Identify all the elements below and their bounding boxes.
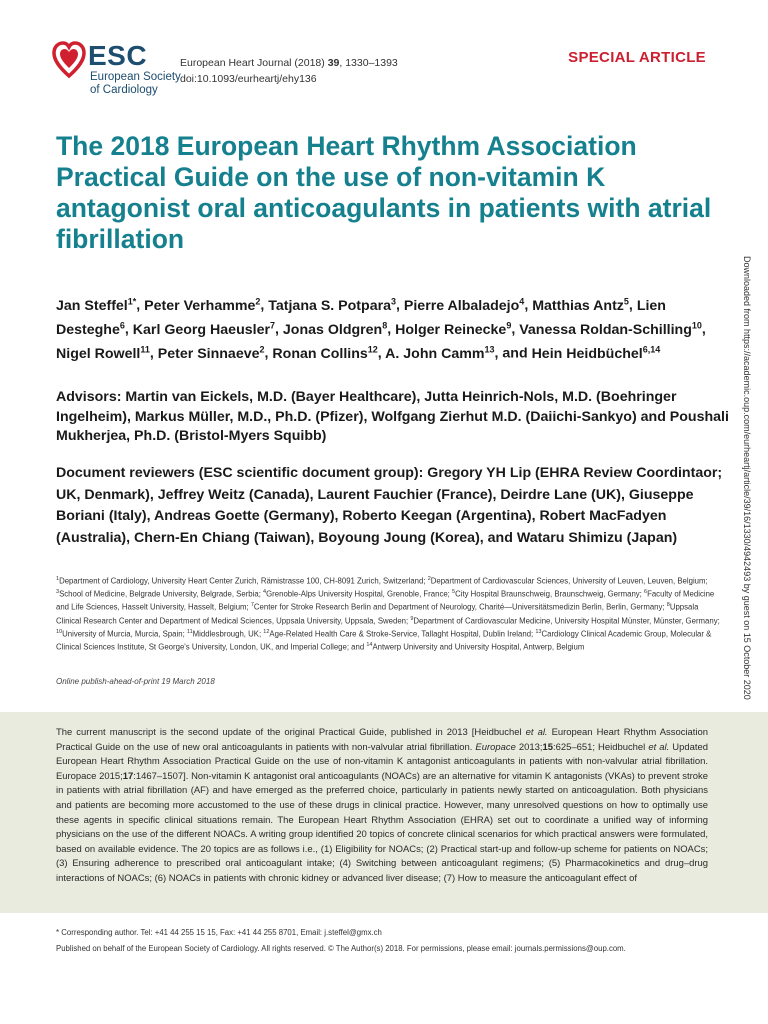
download-watermark: Downloaded from https://academic.oup.com/eurheartj/article/39/16/1330/4942493 by guest on 15 October 2020: [742, 256, 752, 700]
journal-volume: 39: [327, 57, 340, 69]
esc-logo: [52, 40, 181, 96]
author-name: Tatjana S. Potpara$^3$: [268, 296, 397, 314]
author-affiliation-number: 4: [519, 296, 525, 306]
abstract-etal: et al.: [525, 727, 548, 738]
author-affiliation-number: 9: [506, 320, 512, 331]
affiliation-text: University of Murcia, Murcia, Spain;: [62, 629, 187, 639]
affiliation-text: Middlesbrough, UK;: [192, 629, 264, 639]
author-name: Vanessa Roldan-Schilling$^{10}$: [519, 320, 702, 338]
author-affiliation-number: 6: [119, 320, 125, 331]
affiliation-number: 5: [452, 589, 456, 596]
article-type-label: SPECIAL ARTICLE: [568, 49, 706, 66]
advisors-list: Advisors: Martin van Eickels, M.D. (Bayer Healthcare), Jutta Heinrich-Nols, M.D. (Boehringer Ingelheim), Markus Müller, M.D., Ph.D. (Pfizer), Wolfgang Zierhut M.D. (Daiichi-Sankyo) and Poushali Mukherjea, Ph.D. (Bristol-Myers Squibb): [56, 389, 729, 444]
corresponding-author-text: Corresponding author. Tel: +41 44 255 15 15, Fax: +41 44 255 8701, Email: j.steffel@gmx.ch: [61, 928, 382, 937]
journal-doi: doi:10.1093/eurheartj/ehy136: [180, 73, 317, 85]
abstract-seg: The current manuscript is the second update of the original Practical Guide, published in 2013 [Heidbuchel: [56, 727, 526, 738]
affiliation-text: Cardiology Clinical Academic Group, Molecular & Clinical Sciences Institute, St George's University, London, UK, and Imperial College; and: [56, 629, 712, 652]
author-affiliation-number: 7: [269, 320, 275, 331]
journal-name: European Heart Journal (2018): [180, 57, 325, 69]
journal-reference: [180, 55, 398, 71]
affiliation-text: City Hospital Braunschweig, Braunschweig, Germany;: [455, 589, 645, 599]
author-name: Hein Heidbüchel$^{6,14}$: [531, 344, 661, 363]
author-affiliation-number: 5: [623, 296, 629, 306]
author-affiliation-number: 3: [391, 296, 397, 306]
abstract-volume: 15: [542, 741, 554, 753]
asterisk-icon: *: [56, 928, 60, 937]
affiliation-text: Center for Stroke Research Berlin and Department of Neurology, Charité—Universitätsmedizin Berlin, Berlin, Germany;: [253, 602, 667, 612]
author-affiliation-number: 2: [255, 296, 261, 306]
affiliation-text: Uppsala Clinical Research Center and Department of Medical Sciences, Uppsala University, Uppsala, Sweden;: [56, 602, 699, 626]
corresponding-author: [56, 928, 382, 937]
author-name: Karl Georg Haeusler$^7$: [132, 320, 275, 338]
author-affiliation-number: 2: [259, 344, 265, 355]
author-name: Holger Reinecke$^9$: [395, 320, 512, 338]
journal-pages: , 1330–1393: [339, 57, 398, 69]
abstract-text: [56, 726, 708, 887]
affiliation-number: 10: [56, 628, 63, 635]
affiliation-number: 2: [427, 576, 431, 582]
affiliation-number: 1: [56, 576, 60, 582]
affiliation-text: Grenoble-Alps University Hospital, Grenoble, France;: [266, 589, 453, 599]
author-affiliation-number: 11: [140, 344, 150, 355]
abstract-etal: et al.: [648, 741, 670, 753]
author-affiliation-number: 8: [382, 320, 388, 331]
affiliation-number: 9: [410, 615, 414, 622]
author-name: A. John Camm$^{13}$: [385, 344, 495, 363]
abstract-seg: Updated European Heart Rhythm Association Practical Guide on the use of non-vitamin K antagonist anticoagulants in patients with non-valvular atrial fibrillation. Europace 2015;: [56, 741, 708, 782]
affiliation-text: School of Medicine, Belgrade University, Belgrade, Serbia;: [59, 589, 264, 599]
affiliation-number: 11: [186, 628, 193, 635]
article-title: The 2018 European Heart Rhythm Association Practical Guide on the use of non-vitamin K antagonist oral anticoagulants in patients with atrial fibrillation: [56, 131, 712, 254]
document-reviewers: Document reviewers (ESC scientific document group): Gregory YH Lip (EHRA Review Coordintaor; UK, Denmark), Jeffrey Weitz (Canada), Laurent Fauchier (France), Deirdre Lane (UK), Giuseppe Boriani (Italy), Andreas Goette (Germany), Roberto Keegan (Argentina), Robert MacFadyen (Australia), Chern-En Chiang (Taiwan), Boyoung Joung (Korea), and Wataru Shimizu (Japan): [56, 465, 723, 546]
logo-society-line1: European Society: [90, 71, 181, 83]
esc-heart-icon: [52, 40, 86, 80]
author-name: Peter Sinnaeve$^2$: [157, 344, 265, 363]
author-name: Jonas Oldgren$^8$: [282, 320, 388, 338]
author-name: Matthias Antz$^5$: [532, 296, 629, 314]
author-name: Peter Verhamme$^2$: [144, 296, 261, 314]
abstract-seg: 2013;: [515, 741, 543, 753]
affiliation-text: Age-Related Health Care & Stroke-Service, Tallaght Hospital, Dublin Ireland;: [269, 629, 536, 639]
affiliation-text: Department of Cardiology, University Heart Center Zurich, Rämistrasse 100, CH-8091 Zurich, Switzerland;: [59, 576, 428, 586]
journal-citation: [180, 55, 398, 87]
abstract-volume: 17: [122, 770, 134, 782]
affiliation-number: 6: [644, 589, 648, 596]
author-affiliation-number: 10: [691, 320, 702, 331]
author-affiliation-number: 1*: [127, 296, 137, 306]
author-name: Ronan Collins$^{12}$: [272, 344, 378, 363]
affiliation-number: 3: [56, 589, 60, 596]
abstract-seg: :1467–1507]. Non-vitamin K antagonist oral anticoagulants (NOACs) are an alternative for vitamin K antagonists (VKAs) to prevent stroke in patients with atrial fibrillation (AF) and have emerged as the preferred choice, particularly in patients newly started on anticoagulation. Both physicians and patients are becoming more accustomed to the use of these drugs in clinical practice. However, many unresolved questions on how to optimally use these agents in specific clinical situations remain. The European Heart Rhythm Association (EHRA) set out to coordinate a unified way of informing physicians on the use of the different NOACs. A writing group identified 20 topics of concrete clinical scenarios for which practical answers were formulated, based on available evidence. The 20 topics are as follows i.e., (1) Eligibility for NOACs; (2) Practical start-up and follow-up scheme for patients on NOACs; (3) Ensuring adherence to prescribed oral anticoagulant intake; (4) Switching between anticoagulant regimens; (5) Pharmacokinetics and drug–drug interactions of NOACs; (6) NOACs in patients with chronic kidney or advanced liver disease; (7) How to measure the anticoagulant effect of: [56, 770, 709, 884]
online-publish-date: Online publish-ahead-of-print 19 March 2018: [56, 677, 215, 686]
abstract-journal: Europace: [475, 741, 516, 753]
affiliation-number: 14: [366, 641, 373, 648]
author-name: Nigel Rowell$^{11}$: [56, 344, 150, 363]
author-name: Pierre Albaladejo$^4$: [403, 296, 525, 314]
author-affiliation-number: 13: [484, 344, 495, 355]
logo-society-line2: of Cardiology: [90, 84, 158, 96]
author-name: Lien Desteghe$^6$: [56, 297, 666, 338]
logo-esc-text: ESC: [88, 40, 148, 71]
author-affiliation-number: 12: [367, 344, 378, 355]
affiliations: [56, 574, 720, 653]
author-list: Jan Steffel$^{1*}$, Peter Verhamme$^2$, Tatjana S. Potpara$^3$, Pierre Albaladejo$^4$, Matthias Antz$^5$, Lien Desteghe$^6$, Karl Georg Haeusler$^7$, Jonas Oldgren$^8$, Holger Reinecke$^9$, Vanessa Roldan-Schilling$^{10}$, Nigel Rowell$^{11}$, Peter Sinnaeve$^2$, Ronan Collins$^{12}$, A. John Camm$^{13}$, and Hein Heidbüchel$^{6,14}$: [56, 296, 706, 363]
affiliation-number: 13: [535, 628, 542, 635]
affiliation-text: Department of Cardiovascular Medicine, University Hospital Münster, Münster, Germany;: [413, 616, 720, 626]
affiliation-number: 7: [250, 602, 254, 609]
abstract-seg: :625–651; Heidbuchel: [553, 741, 649, 753]
author-affiliation-number: 6,14: [642, 344, 661, 355]
affiliation-text: Faculty of Medicine and Life Sciences, Hasselt University, Hasselt, Belgium;: [56, 589, 715, 612]
affiliation-number: 4: [263, 589, 267, 596]
abstract-seg: European Heart Rhythm Association Practical Guide on the use of new oral anticoagulants in patients with non-valvular atrial fibrillation.: [56, 727, 708, 753]
publication-note: Published on behalf of the European Society of Cardiology. All rights reserved. © The Author(s) 2018. For permissions, please email: journals.permissions@oup.com.: [56, 944, 626, 953]
affiliation-text: Antwerp University and University Hospital, Antwerp, Belgium: [372, 642, 585, 652]
author-name: Jan Steffel$^{1*}$: [56, 296, 137, 314]
affiliation-text: Department of Cardiovascular Sciences, University of Leuven, Leuven, Belgium;: [430, 576, 708, 586]
affiliation-number: 12: [263, 628, 270, 635]
affiliation-number: 8: [666, 602, 670, 609]
